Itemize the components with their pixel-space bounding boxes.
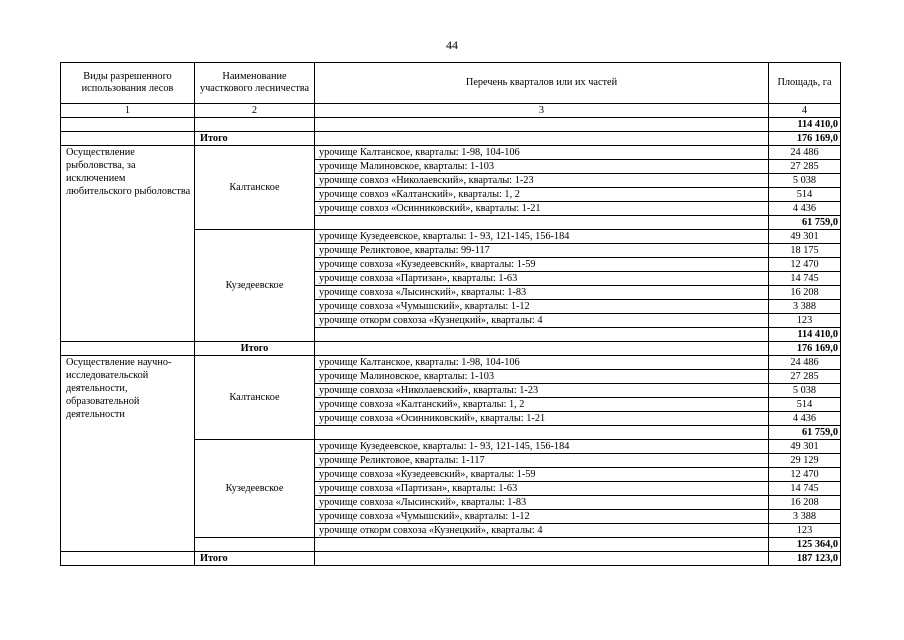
subtotal-value: 61 759,0 [769, 216, 841, 230]
total-value: 187 123,0 [769, 552, 841, 566]
total-value: 176 169,0 [769, 132, 841, 146]
area-cell: 123 [769, 524, 841, 538]
column-number-row [61, 104, 841, 118]
area-cell: 14 745 [769, 482, 841, 496]
use-type-cell: Осуществление рыболовства, за исключением любительского рыболовства [61, 146, 195, 342]
subtotal-value: 125 364,0 [769, 538, 841, 552]
subtotal-value: 114 410,0 [769, 118, 841, 132]
area-cell: 5 038 [769, 174, 841, 188]
area-cell: 16 208 [769, 496, 841, 510]
area-cell: 5 038 [769, 384, 841, 398]
area-cell: 24 486 [769, 356, 841, 370]
tract-cell: урочище совхоза «Осинниковский», кварталы: 1-21 [315, 412, 769, 426]
area-cell: 27 285 [769, 370, 841, 384]
header-quarters-list: Перечень кварталов или их частей [315, 63, 769, 104]
area-cell: 514 [769, 398, 841, 412]
tract-cell: урочище Малиновское, кварталы: 1-103 [315, 370, 769, 384]
total-label: Итого [195, 552, 315, 566]
table-row [61, 146, 841, 160]
total-row [61, 132, 841, 146]
area-cell: 16 208 [769, 286, 841, 300]
total-value: 176 169,0 [769, 342, 841, 356]
table-header-row [61, 63, 841, 104]
total-label: Итого [195, 342, 315, 356]
column-number: 1 [61, 104, 195, 118]
tract-cell: урочище совхоза «Калтанский», кварталы: 1, 2 [315, 398, 769, 412]
tract-cell: урочище совхоз «Калтанский», кварталы: 1, 2 [315, 188, 769, 202]
area-cell: 27 285 [769, 160, 841, 174]
tract-cell: урочище Реликтовое, кварталы: 1-117 [315, 454, 769, 468]
header-area: Площадь, га [769, 63, 841, 104]
forestry-name-cell: Кузедеевское [195, 230, 315, 342]
tract-cell: урочище Калтанское, кварталы: 1-98, 104-106 [315, 356, 769, 370]
total-label: Итого [195, 132, 315, 146]
area-cell: 24 486 [769, 146, 841, 160]
total-row [61, 342, 841, 356]
area-cell: 3 388 [769, 510, 841, 524]
forestry-name-cell: Калтанское [195, 146, 315, 230]
forestry-name-cell: Калтанское [195, 356, 315, 440]
tract-cell: урочище совхоза «Чумышский», кварталы: 1-12 [315, 510, 769, 524]
tract-cell: урочище совхоз «Осинниковский», кварталы: 1-21 [315, 202, 769, 216]
subtotal-value: 61 759,0 [769, 426, 841, 440]
tract-cell: урочище Калтанское, кварталы: 1-98, 104-106 [315, 146, 769, 160]
tract-cell: урочище совхоза «Лысинский», кварталы: 1-83 [315, 286, 769, 300]
tract-cell: урочище совхоза «Партизан», кварталы: 1-63 [315, 482, 769, 496]
tract-cell: урочище Реликтовое, кварталы: 99-117 [315, 244, 769, 258]
column-number: 4 [769, 104, 841, 118]
use-type-cell: Осуществление научно-исследовательской деятельности, образовательной деятельности [61, 356, 195, 552]
tract-cell: урочище Кузедеевское, кварталы: 1- 93, 121-145, 156-184 [315, 230, 769, 244]
tract-cell: урочище совхоза «Кузедеевский», кварталы: 1-59 [315, 258, 769, 272]
tract-cell: урочище откорм совхоза «Кузнецкий», кварталы: 4 [315, 524, 769, 538]
area-cell: 12 470 [769, 468, 841, 482]
area-cell: 123 [769, 314, 841, 328]
tract-cell: урочище совхоз «Николаевский», кварталы: 1-23 [315, 174, 769, 188]
forest-use-table [60, 62, 841, 566]
area-cell: 4 436 [769, 202, 841, 216]
area-cell: 514 [769, 188, 841, 202]
subtotal-row [61, 118, 841, 132]
area-cell: 12 470 [769, 258, 841, 272]
page-number: 44 [446, 38, 458, 52]
forestry-name-cell: Кузедеевское [195, 440, 315, 538]
area-cell: 49 301 [769, 230, 841, 244]
area-cell: 3 388 [769, 300, 841, 314]
tract-cell: урочище Малиновское, кварталы: 1-103 [315, 160, 769, 174]
tract-cell: урочище совхоза «Чумышский», кварталы: 1-12 [315, 300, 769, 314]
tract-cell: урочище Кузедеевское, кварталы: 1- 93, 121-145, 156-184 [315, 440, 769, 454]
area-cell: 29 129 [769, 454, 841, 468]
tract-cell: урочище совхоза «Лысинский», кварталы: 1-83 [315, 496, 769, 510]
table-row [61, 356, 841, 370]
subtotal-value: 114 410,0 [769, 328, 841, 342]
area-cell: 18 175 [769, 244, 841, 258]
tract-cell: урочище откорм совхоза «Кузнецкий», кварталы: 4 [315, 314, 769, 328]
total-row [61, 552, 841, 566]
column-number: 3 [315, 104, 769, 118]
area-cell: 14 745 [769, 272, 841, 286]
tract-cell: урочище совхоза «Партизан», кварталы: 1-63 [315, 272, 769, 286]
tract-cell: урочище совхоза «Николаевский», кварталы: 1-23 [315, 384, 769, 398]
tract-cell: урочище совхоза «Кузедеевский», кварталы: 1-59 [315, 468, 769, 482]
header-use-type: Виды разрешенного использования лесов [61, 63, 195, 104]
header-forestry-name: Наименование участкового лесничества [195, 63, 315, 104]
column-number: 2 [195, 104, 315, 118]
area-cell: 49 301 [769, 440, 841, 454]
area-cell: 4 436 [769, 412, 841, 426]
